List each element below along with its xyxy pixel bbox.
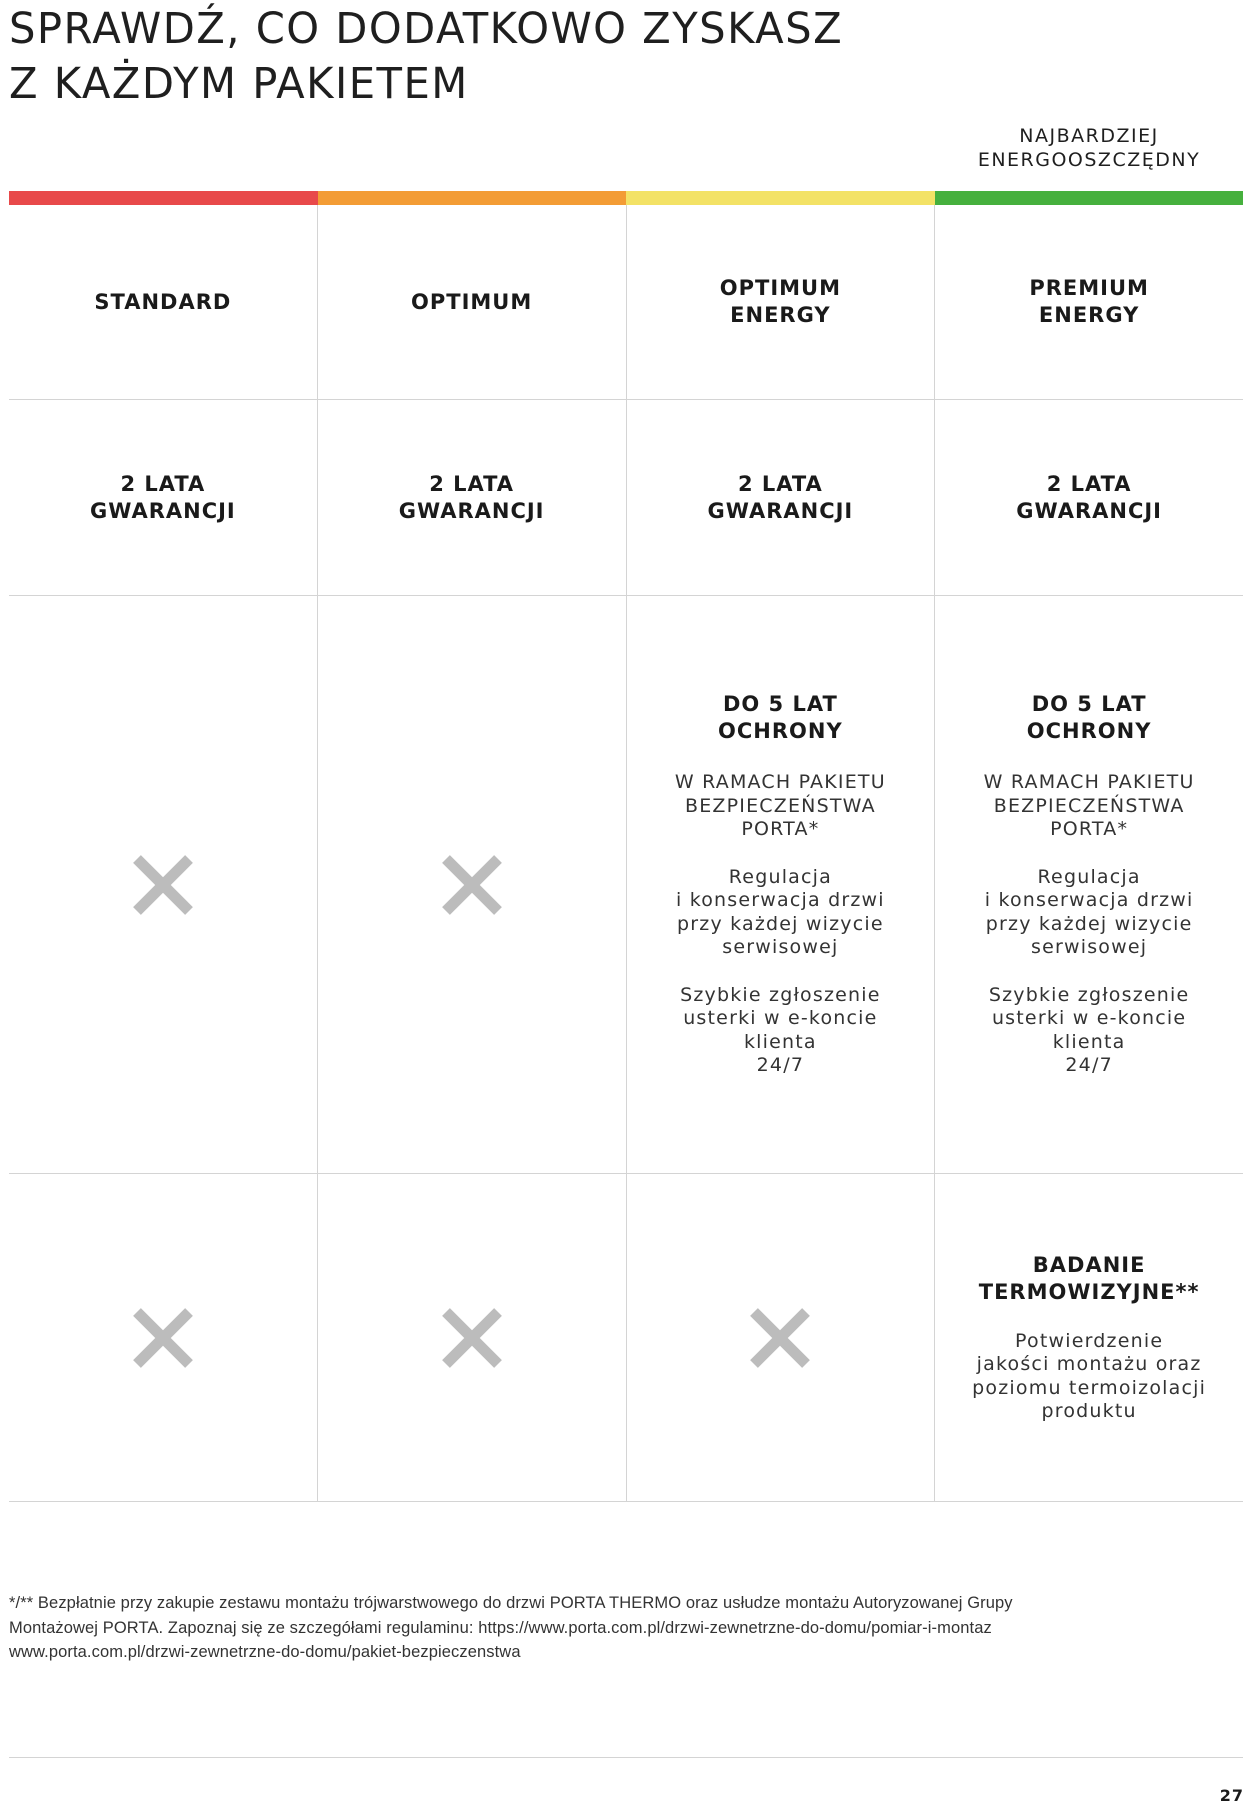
protection-service-text: Regulacja i konserwacja drzwi przy każdej wizycie serwisowej <box>675 865 885 959</box>
protection-heading: DO 5 LAT OCHRONY <box>1026 692 1152 744</box>
energy-badge <box>934 124 1244 172</box>
footnote-line-1: */** Bezpłatnie przy zakupie zestawu montażu trójwarstwowego do drzwi PORTA THERMO oraz usłudze montażu Autoryzowanej Grupy <box>9 1594 1013 1612</box>
thermo-heading: BADANIE TERMOWIZYJNE** <box>978 1252 1200 1304</box>
package-header-row <box>9 205 1243 400</box>
x-mark-icon <box>440 853 504 917</box>
protection-cell-not-included <box>317 596 626 1173</box>
thermo-row <box>9 1174 1243 1502</box>
x-mark-icon <box>748 1306 812 1370</box>
warranty-text: 2 LATA GWARANCJI <box>398 471 545 523</box>
package-header-cell <box>626 205 935 399</box>
energy-color-bar <box>9 191 1243 205</box>
package-name: OPTIMUM ENERGY <box>719 276 841 327</box>
thermo-cell-not-included <box>626 1174 935 1501</box>
energy-badge-line-1: NAJBARDZIEJ <box>1019 125 1159 147</box>
protection-cell-included <box>626 596 935 1173</box>
page-title <box>9 2 843 112</box>
color-bar-yellow <box>626 191 935 205</box>
package-name: OPTIMUM <box>411 289 533 314</box>
package-header-cell <box>9 205 317 399</box>
protection-package-text: W RAMACH PAKIETU BEZPIECZEŃSTWA PORTA* <box>674 771 886 841</box>
warranty-cell <box>317 400 626 595</box>
warranty-text: 2 LATA GWARANCJI <box>90 471 236 523</box>
bottom-divider <box>9 1757 1243 1758</box>
footnote <box>9 1591 1243 1665</box>
thermo-cell-not-included <box>9 1174 317 1501</box>
protection-service-text: Regulacja i konserwacja drzwi przy każdej wizycie serwisowej <box>984 865 1194 959</box>
package-name: PREMIUM ENERGY <box>1029 276 1149 327</box>
protection-heading: DO 5 LAT OCHRONY <box>718 692 843 744</box>
footnote-line-3: www.porta.com.pl/drzwi-zewnetrzne-do-domu/pakiet-bezpieczenstwa <box>9 1643 521 1661</box>
protection-report-text: Szybkie zgłoszenie usterki w e-koncie klienta 24/7 <box>680 983 881 1077</box>
thermo-text: Potwierdzenie jakości montażu oraz poziomu termoizolacji produktu <box>972 1329 1207 1422</box>
color-bar-green <box>935 191 1244 205</box>
color-bar-orange <box>318 191 627 205</box>
warranty-cell <box>9 400 317 595</box>
thermo-cell-included <box>934 1174 1243 1501</box>
warranty-text: 2 LATA GWARANCJI <box>1016 471 1162 523</box>
page-title-line-2: Z KAŻDYM PAKIETEM <box>9 59 469 109</box>
x-mark-icon <box>440 1306 504 1370</box>
page-title-line-1: SPRAWDŹ, CO DODATKOWO ZYSKASZ <box>9 4 844 54</box>
page-number: 27 <box>1219 1786 1244 1805</box>
footnote-line-2: Montażowej PORTA. Zapoznaj się ze szczegółami regulaminu: https://www.porta.com.pl/drzwi-zewnetrzne-do-domu/pomiar-i-montaz <box>9 1618 992 1637</box>
x-mark-icon <box>131 1306 195 1370</box>
package-comparison-table <box>9 205 1243 1502</box>
warranty-text: 2 LATA GWARANCJI <box>707 471 854 523</box>
protection-report-text: Szybkie zgłoszenie usterki w e-koncie klienta 24/7 <box>988 983 1190 1077</box>
x-mark-icon <box>131 853 195 917</box>
protection-cell-not-included <box>9 596 317 1173</box>
package-header-cell <box>317 205 626 399</box>
package-name: STANDARD <box>94 289 232 314</box>
package-header-cell <box>934 205 1243 399</box>
color-bar-red <box>9 191 318 205</box>
warranty-row <box>9 400 1243 596</box>
protection-cell-included <box>934 596 1243 1173</box>
warranty-cell <box>626 400 935 595</box>
warranty-cell <box>934 400 1243 595</box>
energy-badge-line-2: ENERGOOSZCZĘDNY <box>977 149 1201 171</box>
thermo-cell-not-included <box>317 1174 626 1501</box>
protection-package-text: W RAMACH PAKIETU BEZPIECZEŃSTWA PORTA* <box>983 771 1195 841</box>
protection-row <box>9 596 1243 1174</box>
